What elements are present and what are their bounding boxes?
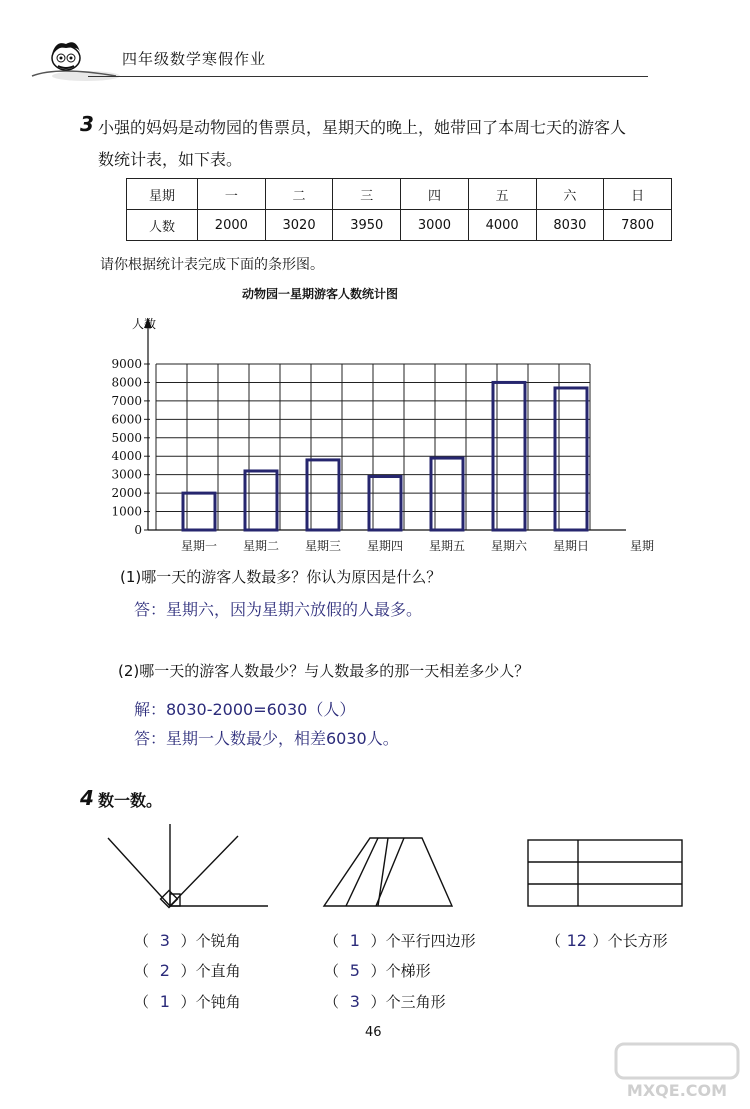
table-day: 五 (468, 179, 536, 210)
x-category-label: 星期二 (242, 539, 280, 553)
q4-number: 4 (80, 786, 94, 810)
y-axis-label: 人数 (132, 317, 157, 331)
answer-label: 个钝角 (195, 993, 241, 1011)
table-day: 二 (265, 179, 333, 210)
table-row-days (127, 179, 672, 210)
table-row-label: 人数 (127, 210, 198, 241)
answer-label: 个长方形 (607, 932, 668, 950)
answer-value: 3 (349, 992, 360, 1011)
q4-parallelogram-count: （ 1 ）个平行四边形 (324, 931, 476, 950)
q3-text-line1: 小强的妈妈是动物园的售票员，星期天的晚上，她带回了本周七天的游客人 (98, 118, 627, 137)
q4-title: 数一数。 (98, 791, 163, 810)
q3-sub1-question: (1)哪一天的游客人数最多？你认为原因是什么？ (120, 568, 442, 586)
q4-trapezoid-count: （ 5 ）个梯形 (324, 961, 431, 980)
header-title: 四年级数学寒假作业 (122, 50, 267, 68)
table-value: 2000 (198, 210, 266, 241)
table-day: 三 (333, 179, 401, 210)
q3-text-line2: 数统计表，如下表。 (98, 150, 243, 169)
y-tick-label: 4000 (111, 449, 142, 464)
answer-value: 3 (159, 931, 170, 950)
table-row-values (127, 210, 672, 241)
q3-number: 3 (80, 112, 94, 136)
answer-value: 1 (159, 992, 170, 1011)
table-value: 8030 (536, 210, 604, 241)
chart-title: 动物园一星期游客人数统计图 (241, 287, 399, 301)
q4-acute-count: （ 3 ）个锐角 (134, 931, 241, 950)
table-day: 六 (536, 179, 604, 210)
table-header-label: 星期 (127, 179, 198, 210)
x-category-label: 星期五 (428, 539, 466, 553)
q4-obtuse-count: （ 1 ）个钝角 (134, 992, 241, 1011)
answer-value: 1 (349, 931, 360, 950)
y-tick-label: 5000 (111, 430, 142, 445)
q3-sub1-answer: 答：星期六，因为星期六放假的人最多。 (134, 600, 423, 619)
bar-chart (100, 280, 680, 570)
x-category-label: 星期四 (366, 539, 404, 553)
q4-right-count: （ 2 ）个直角 (134, 961, 241, 980)
table-value: 3020 (265, 210, 333, 241)
y-tick-label: 3000 (111, 467, 142, 482)
bar (245, 471, 277, 530)
answer-value: 5 (349, 961, 360, 980)
table-value: 4000 (468, 210, 536, 241)
trapezoid-figure (324, 838, 452, 906)
answer-value: 2 (159, 961, 170, 980)
visitor-table (126, 178, 672, 241)
q4-figures (100, 818, 700, 918)
answer-label: 个直角 (195, 962, 241, 980)
bar (369, 477, 401, 530)
x-category-label: 星期三 (304, 539, 342, 553)
table-value: 3000 (401, 210, 469, 241)
x-axis-label: 星期 (630, 539, 655, 553)
y-tick-label: 9000 (111, 357, 142, 371)
answer-label: 个平行四边形 (385, 932, 476, 950)
table-value: 3950 (333, 210, 401, 241)
y-tick-label: 8000 (111, 375, 142, 390)
y-tick-label: 6000 (111, 412, 142, 427)
q3-sub2-question: (2)哪一天的游客人数最少？与人数最多的那一天相差多少人？ (118, 662, 530, 680)
y-tick-label: 2000 (111, 486, 142, 501)
watermark-logo (612, 1040, 742, 1102)
q3-instruction: 请你根据统计表完成下面的条形图。 (100, 257, 324, 273)
bar (431, 458, 463, 530)
answer-label: 个锐角 (195, 932, 241, 950)
table-day: 日 (604, 179, 672, 210)
table-value: 7800 (604, 210, 672, 241)
q3-sub2-solution: 解：8030-2000=6030（人） (134, 700, 356, 719)
x-category-label: 星期一 (180, 539, 218, 553)
y-tick-label: 0 (134, 523, 142, 537)
answer-label: 个梯形 (385, 962, 431, 980)
angles-figure (108, 824, 268, 907)
q4-rectangle-count: （ 12 ）个长方形 (546, 931, 668, 950)
bar (555, 388, 587, 530)
rectangles-figure (528, 840, 682, 906)
table-day: 一 (198, 179, 266, 210)
q3-sub2-answer: 答：星期一人数最少，相差6030人。 (134, 729, 399, 748)
page-number: 46 (365, 1025, 382, 1040)
table-day: 四 (401, 179, 469, 210)
y-tick-label: 1000 (111, 504, 142, 519)
bar (307, 460, 339, 530)
x-category-label: 星期六 (490, 539, 528, 553)
answer-label: 个三角形 (385, 993, 446, 1011)
y-tick-label: 7000 (111, 393, 142, 408)
svg-text:MXQE.COM: MXQE.COM (626, 1081, 728, 1100)
header-divider (88, 76, 648, 77)
q4-triangle-count: （ 3 ）个三角形 (324, 992, 446, 1011)
answer-value: 12 (566, 931, 587, 950)
x-category-label: 星期日 (552, 539, 590, 553)
